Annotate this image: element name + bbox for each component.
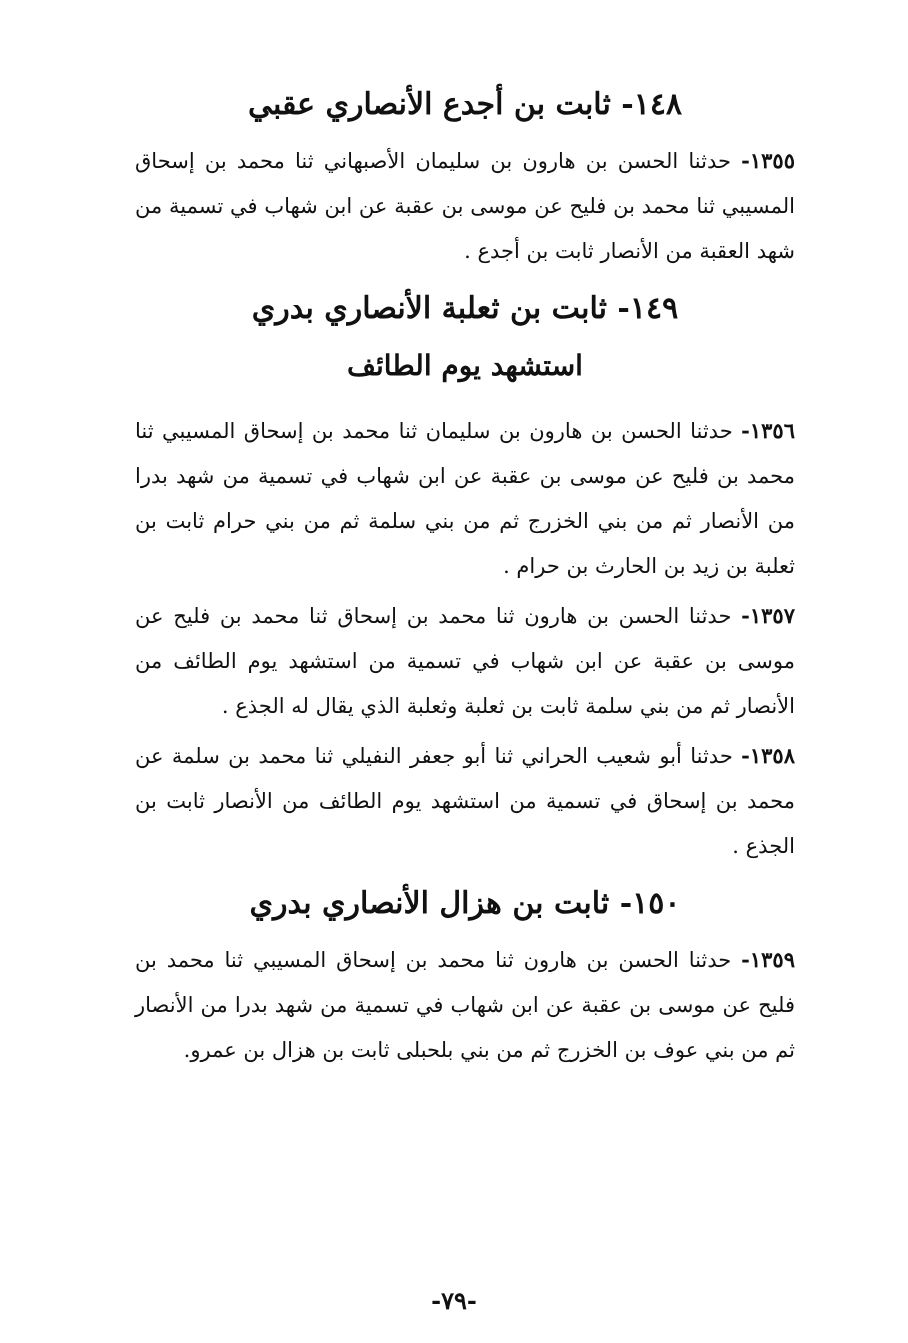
hadith-number: ١٣٥٥- <box>741 148 795 173</box>
hadith-paragraph <box>135 593 795 729</box>
page-body <box>135 70 795 1077</box>
entry-heading: ١٤٩- ثابت بن ثعلبة الأنصاري بدري <box>251 291 679 326</box>
hadith-paragraph <box>135 937 795 1073</box>
hadith-number: ١٣٥٩- <box>741 947 795 972</box>
hadith-text: حدثنا الحسن بن هارون بن سليمان الأصبهاني ثنا محمد بن إسحاق المسيبي ثنا محمد بن فليح عن موسى بن عقبة عن ابن شهاب في تسمية من شهد العقبة من الأنصار ثابت بن أجدع . <box>135 149 795 263</box>
hadith-text: حدثنا الحسن بن هارون ثنا محمد بن إسحاق المسيبي ثنا محمد بن فليح عن موسى بن عقبة عن ابن شهاب في تسمية من شهد بدرا من الأنصار ثم من بني عوف بن الخزرج ثم من بني بلحبلى ثابت بن هزال بن عمرو. <box>135 948 795 1062</box>
entry-subheading: استشهد يوم الطائف <box>347 349 583 382</box>
page-number: -٧٩- <box>431 1286 477 1315</box>
hadith-paragraph <box>135 408 795 589</box>
entry-section-148 <box>135 80 795 274</box>
entry-heading: ١٥٠- ثابت بن هزال الأنصاري بدري <box>249 886 681 921</box>
hadith-text: حدثنا أبو شعيب الحراني ثنا أبو جعفر النفيلي ثنا محمد بن سلمة عن محمد بن إسحاق في تسمية من استشهد يوم الطائف من الأنصار ثابت بن الجذع . <box>135 744 795 858</box>
hadith-paragraph <box>135 733 795 869</box>
hadith-paragraph <box>135 138 795 274</box>
entry-section-150 <box>135 879 795 1073</box>
hadith-number: ١٣٥٧- <box>741 603 795 628</box>
entry-section-149 <box>135 284 795 869</box>
hadith-number: ١٣٥٨- <box>741 743 795 768</box>
hadith-text: حدثنا الحسن بن هارون بن سليمان ثنا محمد بن إسحاق المسيبي ثنا محمد بن فليح عن موسى بن عقبة عن ابن شهاب في تسمية من شهد بدرا من الأنصار ثم من بني الخزرج ثم من بني سلمة ثم من بني حرام ثابت بن ثعلبة بن زيد بن الحارث بن حرام . <box>135 419 795 578</box>
hadith-number: ١٣٥٦- <box>741 418 795 443</box>
entry-heading: ١٤٨- ثابت بن أجدع الأنصاري عقبي <box>247 87 683 122</box>
hadith-text: حدثنا الحسن بن هارون ثنا محمد بن إسحاق ثنا محمد بن فليح عن موسى بن عقبة عن ابن شهاب في تسمية من استشهد يوم الطائف من الأنصار ثم من بني سلمة ثابت بن ثعلبة وثعلبة الذي يقال له الجذع . <box>135 604 795 718</box>
